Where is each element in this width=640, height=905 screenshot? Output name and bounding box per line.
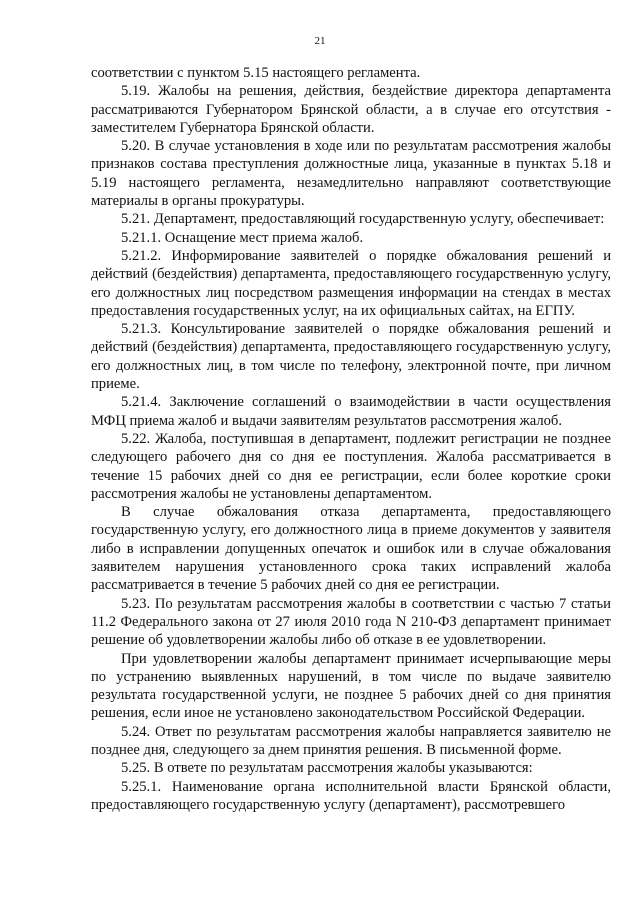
paragraph-5-21-4: 5.21.4. Заключение соглашений о взаимодействии в части осуществления МФЦ приема жалоб и выдачи заявителям результатов рассмотрения жалоб. [91, 394, 611, 429]
paragraph-5-25-1: 5.25.1. Наименование органа исполнительной власти Брянской области, предоставляющего государственную услугу (департамент), рассмотревшего [91, 778, 611, 813]
paragraph-5-20: 5.20. В случае установления в ходе или по результатам рассмотрения жалобы признаков состава преступления должностные лица, указанные в пунктах 5.18 и 5.19 настоящего регламента, незамедлительно направляют соответствующие материалы в органы прокуратуры. [91, 138, 611, 210]
paragraph-5-23-satisfaction: При удовлетворении жалобы департамент принимает исчерпывающие меры по устранению выявленных нарушений, в том числе по выдаче заявителю результата государственной услуги, не позднее 5 рабочих дней со дня принятия решения, если иное не установлено законодательством Российской Федерации. [91, 650, 611, 722]
paragraph-5-21-3: 5.21.3. Консультирование заявителей о порядке обжалования решений и действий (бездействия) департамента, предоставляющего государственную услугу, его должностных лиц, в том числе по телефону, электронной почте, при личном приеме. [91, 321, 611, 393]
paragraph-5-22-refusal: В случае обжалования отказа департамента, предоставляющего государственную услугу, его должностного лица в приеме документов у заявителя либо в исправлении допущенных опечаток и ошибок или в случае обжалования заявителем нарушения установленного срока таких исправлений жалоба рассматривается в течение 5 рабочих дней со дня ее регистрации. [91, 504, 611, 594]
paragraph-5-22: 5.22. Жалоба, поступившая в департамент, подлежит регистрации не позднее следующего рабочего дня со дня ее поступления. Жалоба рассматривается в течение 15 рабочих дней со дня ее регистрации, если более короткие сроки рассмотрения жалобы не установлены департаментом. [91, 430, 611, 502]
paragraph-5-23: 5.23. По результатам рассмотрения жалобы в соответствии с частью 7 статьи 11.2 Федерального закона от 27 июля 2010 года N 210-ФЗ департамент принимает решение об удовлетворении жалобы либо об отказе в ее удовлетворении. [91, 595, 611, 649]
paragraph-5-25: 5.25. В ответе по результатам рассмотрения жалобы указываются: [121, 760, 533, 777]
paragraph-5-21-2: 5.21.2. Информирование заявителей о порядке обжалования решений и действий (бездействия) департамента, предоставляющего государственную услугу, его должностных лиц посредством размещения информации на стендах в местах предоставления государственных услуг, на их официальных сайтах, на ЕГПУ. [91, 247, 611, 319]
document-body [91, 64, 611, 814]
paragraph-5-21-1: 5.21.1. Оснащение мест приема жалоб. [121, 229, 364, 246]
page-number: 21 [314, 35, 326, 47]
paragraph-continuation: соответствии с пунктом 5.15 настоящего регламента. [91, 65, 421, 81]
paragraph-5-19: 5.19. Жалобы на решения, действия, бездействие директора департамента рассматриваются Губернатором Брянской области, а в случае его отсутствия - заместителем Губернатора Брянской области. [91, 83, 611, 136]
paragraph-5-24: 5.24. Ответ по результатам рассмотрения жалобы направляется заявителю не позднее дня, следующего за днем принятия решения. В письменной форме. [91, 723, 611, 758]
paragraph-5-21: 5.21. Департамент, предоставляющий государственную услугу, обеспечивает: [121, 211, 605, 228]
